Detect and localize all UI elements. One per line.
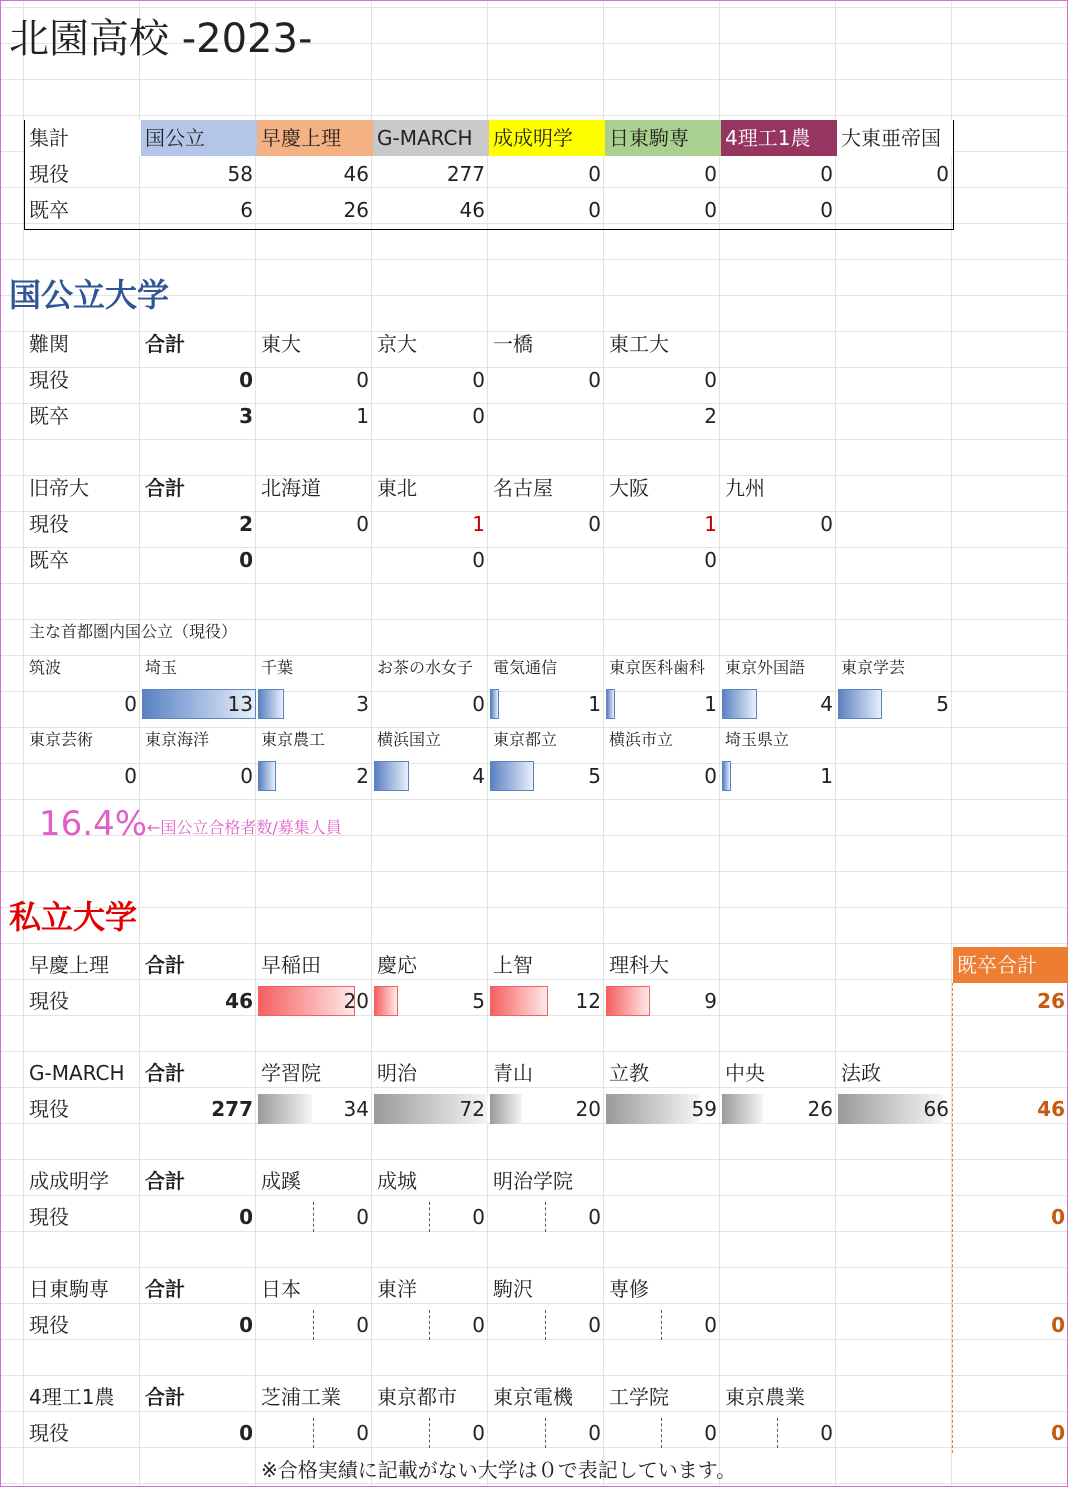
private-group-name: 早慶上理 <box>29 953 109 977</box>
nankan-header: 東大 <box>261 332 301 356</box>
nankan-cell: 3 <box>239 404 253 428</box>
kyutei-header: 東北 <box>377 476 417 500</box>
private-total-label: 合計 <box>145 1061 185 1085</box>
private-value <box>489 1307 605 1343</box>
summary-cell: 0 <box>704 162 717 186</box>
capital1-value <box>257 686 373 722</box>
nankan-cell: 0 <box>704 368 717 392</box>
private-value <box>605 1415 721 1451</box>
private-value-text: 0 <box>472 1421 485 1445</box>
capital2-name: 横浜国立 <box>377 730 442 749</box>
summary-cell: 0 <box>588 162 601 186</box>
private-value <box>257 983 373 1019</box>
summary-cell: 0 <box>704 198 717 222</box>
summary-cell: 0 <box>820 162 833 186</box>
capital1-databar <box>722 689 757 719</box>
private-group-name: G-MARCH <box>29 1061 125 1085</box>
summary-header: 成成明学 <box>489 120 605 156</box>
private-databar <box>490 986 548 1016</box>
private-total: 277 <box>211 1097 253 1121</box>
summary-header: 早慶上理 <box>257 120 373 156</box>
private-uni-name: 立教 <box>609 1061 649 1085</box>
private-total-label: 合計 <box>145 1385 185 1409</box>
kyutei-header: 旧帝大 <box>29 476 89 500</box>
nankan-cell: 1 <box>356 404 369 428</box>
private-value-text: 0 <box>356 1421 369 1445</box>
capital2-value-text: 1 <box>820 764 833 788</box>
capital2-name: 埼玉県立 <box>725 730 790 749</box>
nankan-header: 難関 <box>29 332 69 356</box>
kyutei-cell <box>257 542 373 578</box>
capital2-value <box>373 758 489 794</box>
private-value-text: 0 <box>704 1313 717 1337</box>
private-uni-name: 日本 <box>261 1277 301 1301</box>
dashed-divider <box>545 1418 546 1448</box>
capital1-value-text: 0 <box>472 692 485 716</box>
private-value <box>489 1199 605 1235</box>
summary-cell: 0 <box>936 162 949 186</box>
kyutei-header: 大阪 <box>609 476 649 500</box>
capital1-value-text: 0 <box>124 692 137 716</box>
kyutei-cell <box>721 542 837 578</box>
capital2-value-text: 2 <box>356 764 369 788</box>
capital2-value <box>257 758 373 794</box>
kyutei-header: 九州 <box>725 476 765 500</box>
capital2-value-text: 0 <box>704 764 717 788</box>
summary-cell: 0 <box>588 198 601 222</box>
private-total: 0 <box>239 1313 253 1337</box>
capital1-name: 埼玉 <box>145 658 178 677</box>
nankan-row-label: 現役 <box>29 368 69 392</box>
capital1-name: 電気通信 <box>493 658 558 677</box>
capital1-value <box>605 686 721 722</box>
private-value-text: 12 <box>575 989 601 1013</box>
private-total: 0 <box>239 1205 253 1229</box>
private-uni-name: 法政 <box>841 1061 881 1085</box>
kyutei-header: 名古屋 <box>493 476 553 500</box>
dashed-divider <box>545 1310 546 1340</box>
private-value-text: 34 <box>343 1097 369 1121</box>
private-value-text: 66 <box>923 1097 949 1121</box>
private-uni-name: 明治 <box>377 1061 417 1085</box>
capital1-value-text: 1 <box>704 692 717 716</box>
capital1-name: 千葉 <box>261 658 294 677</box>
capital1-name: 東京外国語 <box>725 658 806 677</box>
private-value-text: 0 <box>356 1205 369 1229</box>
national-heading: 国公立大学 <box>9 276 170 314</box>
capital1-databar <box>606 689 615 719</box>
private-total-label: 合計 <box>145 953 185 977</box>
private-uni-name: 専修 <box>609 1277 649 1301</box>
nankan-cell: 0 <box>356 368 369 392</box>
kisotsu-total: 0 <box>1051 1205 1065 1229</box>
private-value-text: 9 <box>704 989 717 1013</box>
capital1-value <box>489 686 605 722</box>
summary-header: 4理工1農 <box>721 120 837 156</box>
kyutei-row-label: 既卒 <box>29 548 69 572</box>
private-uni-name: 上智 <box>493 953 533 977</box>
nankan-header: 京大 <box>377 332 417 356</box>
private-value <box>257 1199 373 1235</box>
private-uni-name: 早稲田 <box>261 953 321 977</box>
private-value <box>837 1091 953 1127</box>
kyutei-cell: 2 <box>239 512 253 536</box>
capital2-name: 東京農工 <box>261 730 326 749</box>
private-heading: 私立大学 <box>9 898 138 936</box>
private-total: 0 <box>239 1421 253 1445</box>
capital1-value <box>141 686 257 722</box>
kyutei-cell: 0 <box>820 512 833 536</box>
capital1-databar <box>490 689 499 719</box>
private-uni-name: 工学院 <box>609 1385 669 1409</box>
capital-label: 主な首都圏内国公立（現役） <box>29 622 238 641</box>
private-value-text: 0 <box>820 1421 833 1445</box>
private-value-text: 0 <box>704 1421 717 1445</box>
capital2-name: 横浜市立 <box>609 730 674 749</box>
private-value-text: 26 <box>807 1097 833 1121</box>
ratio-value: 16.4% <box>39 804 148 844</box>
private-databar <box>722 1094 763 1124</box>
private-value <box>489 1415 605 1451</box>
summary-header: 国公立 <box>141 120 257 156</box>
private-value <box>373 1091 489 1127</box>
private-row-label: 現役 <box>29 1205 69 1229</box>
summary-header: G-MARCH <box>373 120 489 156</box>
capital2-databar <box>374 761 409 791</box>
dashed-divider <box>313 1310 314 1340</box>
capital1-name: 東京学芸 <box>841 658 906 677</box>
private-total-label: 合計 <box>145 1169 185 1193</box>
private-row-label: 現役 <box>29 1421 69 1445</box>
summary-cell: 0 <box>820 198 833 222</box>
capital1-value <box>837 686 953 722</box>
dashed-divider <box>313 1418 314 1448</box>
dashed-divider <box>545 1202 546 1232</box>
capital1-name: 東京医科歯科 <box>609 658 706 677</box>
summary-row-label: 現役 <box>29 162 69 186</box>
private-row-label: 現役 <box>29 1313 69 1337</box>
private-value <box>257 1091 373 1127</box>
private-databar <box>374 986 398 1016</box>
private-uni-name: 理科大 <box>609 953 669 977</box>
private-value-text: 5 <box>472 989 485 1013</box>
private-value <box>721 1091 837 1127</box>
kyutei-cell: 0 <box>239 548 253 572</box>
kyutei-cell <box>489 542 605 578</box>
private-value <box>257 1307 373 1343</box>
summary-cell <box>837 192 953 228</box>
private-value <box>257 1415 373 1451</box>
private-total-label: 合計 <box>145 1277 185 1301</box>
nankan-header: 一橋 <box>493 332 533 356</box>
capital1-value-text: 1 <box>588 692 601 716</box>
nankan-cell: 0 <box>239 368 253 392</box>
private-uni-name: 成蹊 <box>261 1169 301 1193</box>
kyutei-cell: 0 <box>472 548 485 572</box>
private-value-text: 20 <box>343 989 369 1013</box>
private-value-text: 59 <box>691 1097 717 1121</box>
capital2-databar <box>258 761 276 791</box>
private-uni-name: 東京電機 <box>493 1385 573 1409</box>
capital2-name: 東京芸術 <box>29 730 94 749</box>
private-value <box>605 1307 721 1343</box>
capital2-value-text: 4 <box>472 764 485 788</box>
private-value-text: 72 <box>459 1097 485 1121</box>
private-value-text: 0 <box>588 1421 601 1445</box>
capital2-value <box>489 758 605 794</box>
capital2-value <box>25 758 141 794</box>
private-value-text: 0 <box>588 1313 601 1337</box>
capital2-databar <box>490 761 534 791</box>
private-group-name: 日東駒専 <box>29 1277 109 1301</box>
private-value-text: 0 <box>472 1313 485 1337</box>
summary-cell: 46 <box>343 162 369 186</box>
private-uni-name: 中央 <box>725 1061 765 1085</box>
dashed-divider <box>429 1202 430 1232</box>
kisotsu-total: 46 <box>1037 1097 1065 1121</box>
kyutei-cell: 0 <box>704 548 717 572</box>
kyutei-header: 北海道 <box>261 476 321 500</box>
capital1-databar <box>258 689 284 719</box>
summary-cell: 277 <box>446 162 485 186</box>
private-uni-name: 東京都市 <box>377 1385 457 1409</box>
private-group-name: 4理工1農 <box>29 1385 115 1409</box>
private-value <box>373 1199 489 1235</box>
ratio-note: ←国公立合格者数/募集人員 <box>147 818 342 837</box>
capital1-value-text: 3 <box>356 692 369 716</box>
capital1-name: 筑波 <box>29 658 62 677</box>
private-value <box>605 983 721 1019</box>
summary-row-label: 既卒 <box>29 198 69 222</box>
private-databar <box>258 986 355 1016</box>
capital2-value <box>141 758 257 794</box>
private-databar <box>606 986 650 1016</box>
private-databar <box>606 1094 699 1124</box>
private-row-label: 現役 <box>29 989 69 1013</box>
private-value <box>373 1415 489 1451</box>
dashed-divider <box>429 1418 430 1448</box>
dashed-divider <box>429 1310 430 1340</box>
footnote: ※合格実績に記載がない大学は０で表記しています。 <box>261 1458 737 1482</box>
private-uni-name: 東京農業 <box>725 1385 805 1409</box>
private-databar <box>490 1094 522 1124</box>
nankan-cell: 0 <box>472 368 485 392</box>
private-uni-name: 芝浦工業 <box>261 1385 341 1409</box>
private-databar <box>258 1094 312 1124</box>
capital1-value-text: 5 <box>936 692 949 716</box>
capital1-databar <box>838 689 882 719</box>
kisotsu-total-header: 既卒合計 <box>953 947 1068 983</box>
private-value <box>489 1091 605 1127</box>
capital2-value <box>605 758 721 794</box>
summary-cell: 46 <box>459 198 485 222</box>
private-uni-name: 明治学院 <box>493 1169 573 1193</box>
capital2-databar <box>722 761 731 791</box>
kyutei-header: 合計 <box>145 476 185 500</box>
capital1-value <box>373 686 489 722</box>
kyutei-cell: 1 <box>704 512 717 536</box>
nankan-cell: 2 <box>704 404 717 428</box>
private-value <box>721 1415 837 1451</box>
nankan-header: 東工大 <box>609 332 669 356</box>
dashed-divider <box>661 1418 662 1448</box>
capital1-value <box>25 686 141 722</box>
nankan-row-label: 既卒 <box>29 404 69 428</box>
private-uni-name: 成城 <box>377 1169 417 1193</box>
kyutei-row-label: 現役 <box>29 512 69 536</box>
private-uni-name: 青山 <box>493 1061 533 1085</box>
capital1-value-text: 4 <box>820 692 833 716</box>
nankan-cell <box>489 398 605 434</box>
kisotsu-total: 0 <box>1051 1421 1065 1445</box>
private-value-text: 0 <box>588 1205 601 1229</box>
summary-header: 大東亜帝国 <box>837 120 953 156</box>
capital1-name: お茶の水女子 <box>377 658 474 677</box>
private-value-text: 20 <box>575 1097 601 1121</box>
kisotsu-total: 0 <box>1051 1313 1065 1337</box>
page-title: 北園高校 -2023- <box>9 16 313 62</box>
summary-cell: 26 <box>343 198 369 222</box>
summary-header: 集計 <box>25 120 141 156</box>
capital2-name: 東京海洋 <box>145 730 210 749</box>
nankan-cell: 0 <box>588 368 601 392</box>
capital2-value-text: 5 <box>588 764 601 788</box>
kisotsu-total: 26 <box>1037 989 1065 1013</box>
private-value <box>373 983 489 1019</box>
private-value <box>489 983 605 1019</box>
capital2-value-text: 0 <box>124 764 137 788</box>
private-value <box>605 1091 721 1127</box>
capital2-value <box>721 758 837 794</box>
summary-cell: 58 <box>227 162 253 186</box>
summary-header: 日東駒専 <box>605 120 721 156</box>
private-group-name: 成成明学 <box>29 1169 109 1193</box>
capital2-value-text: 0 <box>240 764 253 788</box>
private-uni-name: 東洋 <box>377 1277 417 1301</box>
private-value-text: 0 <box>472 1205 485 1229</box>
kyutei-cell: 0 <box>356 512 369 536</box>
dashed-divider <box>777 1418 778 1448</box>
dashed-divider <box>661 1310 662 1340</box>
private-value <box>373 1307 489 1343</box>
summary-cell: 6 <box>240 198 253 222</box>
capital1-value-text: 13 <box>227 692 253 716</box>
kyutei-cell: 1 <box>472 512 485 536</box>
capital2-name: 東京都立 <box>493 730 558 749</box>
kyutei-cell: 0 <box>588 512 601 536</box>
private-total: 46 <box>225 989 253 1013</box>
dashed-divider <box>313 1202 314 1232</box>
private-value-text: 0 <box>356 1313 369 1337</box>
private-row-label: 現役 <box>29 1097 69 1121</box>
nankan-cell: 0 <box>472 404 485 428</box>
capital1-value <box>721 686 837 722</box>
private-uni-name: 駒沢 <box>493 1277 533 1301</box>
private-uni-name: 学習院 <box>261 1061 321 1085</box>
private-uni-name: 慶応 <box>377 953 417 977</box>
nankan-header: 合計 <box>145 332 185 356</box>
